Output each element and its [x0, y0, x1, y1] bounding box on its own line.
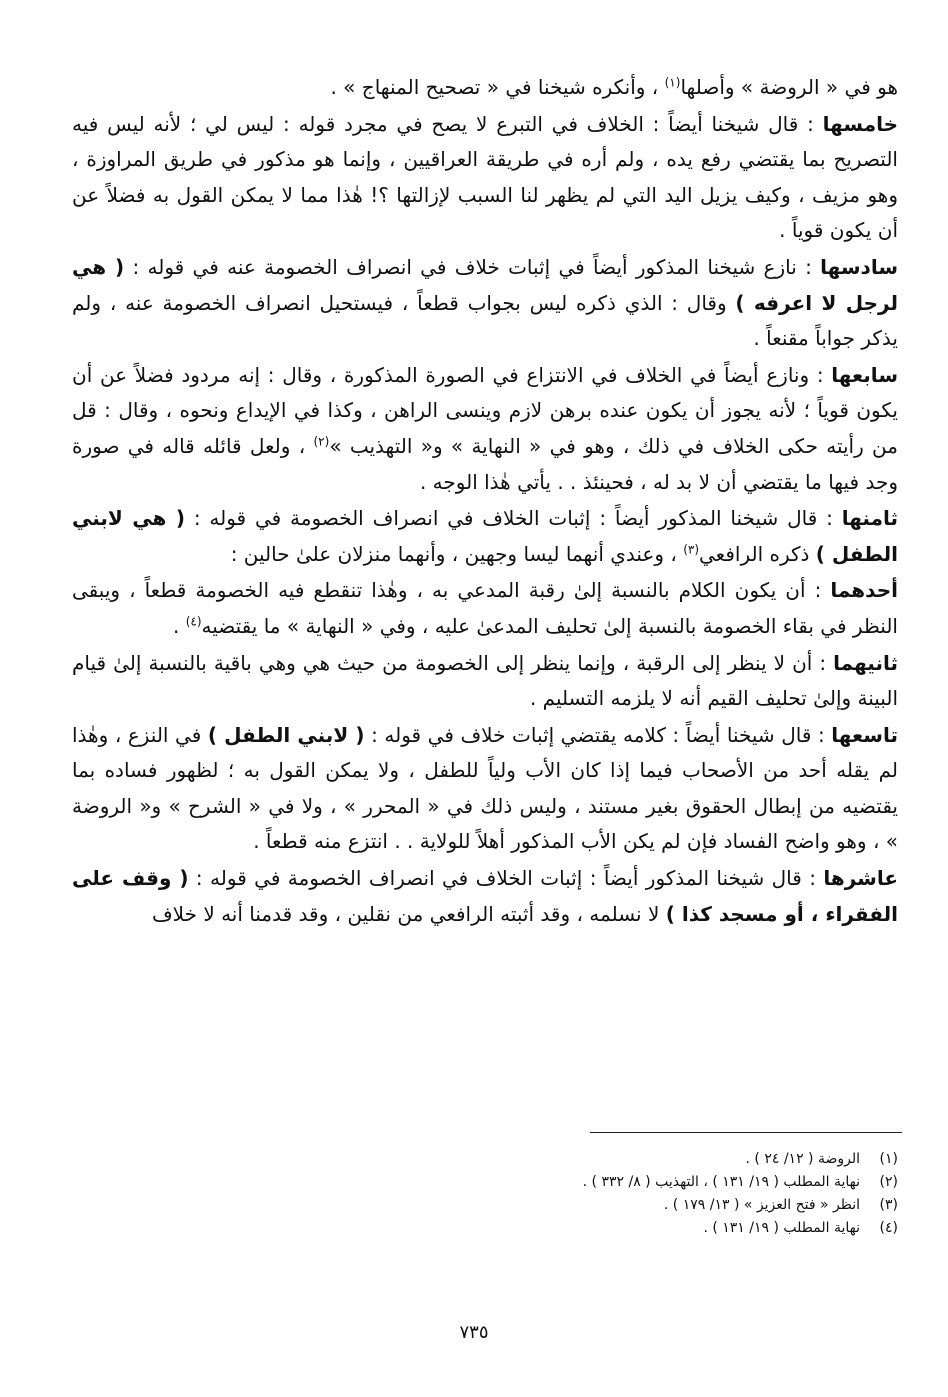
text-run: في النزع ، وهٰذا لم يقله أحد من الأصحاب فيما إذا كان الأب ولياً للطفل ، ولا يمكن القول به ؛ لظهور فساده بما يقتضيه من إبطال الحقوق بغير مستند ، وليس ذلك في « المحرر » ، ولا في « الشرح » و« الروضة » ، وهو واضح الفساد فإن لم يكن الأب المذكور أهلاً للولاية . . انتزع منه قطعاً .: [72, 722, 898, 854]
text-run: ، ولعل قائله قاله في صورة وجد فيها ما يقتضي أن لا بد له ، فحينئذ . . يأتي هٰذا الوجه .: [72, 433, 898, 494]
quoted-term: ( لابني الطفل ): [207, 722, 365, 747]
paragraph-keyword: عاشرها: [823, 866, 898, 891]
footnote-marker: (٢): [313, 434, 330, 449]
text-run: لا نسلمه ، وقد أثبته الرافعي من نقلين ، وقد قدمنا أنه لا خلاف: [151, 901, 666, 926]
paragraph: [72, 358, 898, 500]
footnote-marker: (٤): [185, 614, 202, 629]
text-run: : قال شيخنا المذكور أيضاً : إثبات الخلاف في انصراف الخصومة في قوله :: [184, 506, 842, 531]
paragraph-keyword: خامسها: [822, 111, 898, 136]
paragraph: [72, 861, 898, 932]
paragraph: [72, 646, 898, 717]
paragraph: [72, 718, 898, 860]
footnote-number: (٤): [879, 1220, 898, 1236]
paragraph-keyword: سابعها: [831, 362, 898, 387]
text-run: : قال شيخنا أيضاً : كلامه يقتضي إثبات خلاف في قوله :: [364, 722, 832, 747]
text-run: : قال شيخنا أيضاً : الخلاف في التبرع لا يصح في مجرد قوله : ليس لي ؛ لأنه ليس فيه التصريح بما يقتضي رفع يده ، ولم أره في طريقة العراقيين ، وإنما هو مذكور في طريق المراوزة ، وهو مزيف ، وكيف يزيل اليد التي لم يظهر لنا السبب لإزالتها ؟! هٰذا مما لا يمكن القول به فضلاً عن أن يكون قوياً .: [72, 111, 898, 243]
paragraph: [72, 107, 898, 249]
text-run: وقال : الذي ذكره ليس بجواب قطعاً ، فيستحيل انصراف الخصومة عنه ، ولم يذكر جواباً مقنعاً .: [72, 290, 898, 351]
text-run: ، وعندي أنهما ليسا وجهين ، وأنهما منزلان علىٰ حالين :: [230, 541, 684, 566]
footnotes: [298, 1148, 898, 1240]
footnote: [298, 1171, 898, 1194]
text-run: : نازع شيخنا المذكور أيضاً في إثبات خلاف في انصراف الخصومة عنه في قوله :: [124, 254, 821, 279]
footnote-number: (٣): [879, 1197, 898, 1213]
footnote-number: (٢): [879, 1174, 898, 1190]
footnote-text: نهاية المطلب ( ١٩/ ١٣١ ) ، التهذيب ( ٨/ ٣٣٢ ) .: [582, 1174, 860, 1190]
text-run: : أن يكون الكلام بالنسبة إلىٰ رقبة المدعي به ، وهٰذا تنقطع فيه الخصومة قطعاً ، ويبقى النظر في بقاء الخصومة بالنسبة إلىٰ تحليف المدعىٰ عليه ، وفي « النهاية » ما يقتضيه: [72, 578, 898, 638]
quoted-term: ( وقف على الفقراء ، أو مسجد كذا ): [72, 866, 898, 926]
paragraph-keyword: أحدهما: [830, 578, 898, 603]
text-run: .: [172, 613, 186, 638]
footnote: [298, 1217, 898, 1240]
main-text: [72, 70, 898, 932]
paragraph-keyword: ثامنها: [841, 506, 898, 531]
footnote-text: الروضة ( ١٢/ ٢٤ ) .: [745, 1151, 860, 1167]
paragraph-keyword: ثانيهما: [833, 650, 898, 675]
paragraph: [72, 70, 898, 106]
text-run: هو في « الروضة » وأصلها: [680, 75, 898, 99]
paragraph: [72, 573, 898, 644]
footnote-number: (١): [879, 1151, 898, 1167]
quoted-term: ( هي لابني الطفل ): [72, 506, 898, 566]
footnote: [298, 1148, 898, 1171]
footnote-text: انظر « فتح العزيز » ( ١٣/ ١٧٩ ) .: [663, 1197, 860, 1213]
text-run: ذكره الرافعي: [699, 541, 816, 566]
text-run: : أن لا ينظر إلى الرقبة ، وإنما ينظر إلى الخصومة من حيث هي وهي باقية بالنسبة إلىٰ قيام البينة وإلىٰ تحليف القيم أنه لا يلزمه التسليم .: [72, 650, 898, 711]
paragraph: [72, 250, 898, 357]
text-run: : قال شيخنا المذكور أيضاً : إثبات الخلاف في انصراف الخصومة في قوله :: [188, 866, 824, 891]
footnote-text: نهاية المطلب ( ١٩/ ١٣١ ) .: [703, 1220, 860, 1236]
paragraph: [72, 501, 898, 572]
text-run: ، وأنكره شيخنا في « تصحيح المنهاج » .: [330, 75, 665, 99]
page-number: ٧٣٥: [459, 1322, 489, 1343]
text-run: : ونازع أيضاً في الخلاف في الانتزاع في الصورة المذكورة ، وقال : إنه مردود فضلاً عن أن يكون قوياً ؛ لأنه يجوز أن يكون عنده برهن لازم وينسى الراهن ، وكذا في الإيداع ونحوه ، وقال : قل من رأيته حكى الخلاف في ذلك ، وهو في « النهاية » و« التهذيب »: [72, 362, 898, 458]
quoted-term: ( هي لرجل لا اعرفه ): [72, 254, 898, 315]
footnote-marker: (١): [664, 75, 681, 90]
paragraph-keyword: تاسعها: [831, 722, 898, 747]
footnote-divider: [590, 1132, 902, 1133]
paragraph-keyword: سادسها: [820, 254, 898, 279]
footnote-marker: (٣): [683, 542, 700, 557]
footnote: [298, 1194, 898, 1217]
